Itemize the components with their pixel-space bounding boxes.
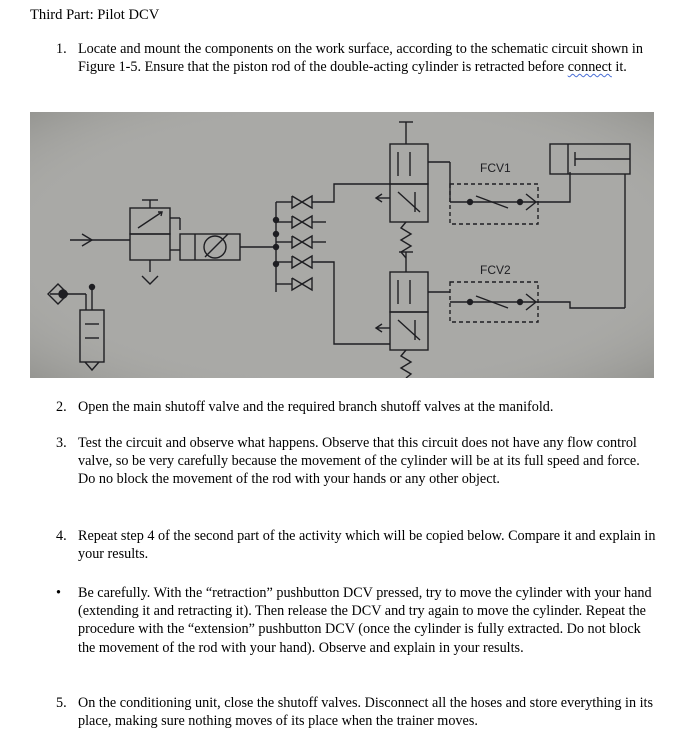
- spellcheck-flagged-word: connect: [567, 59, 612, 76]
- step-number: 2.: [56, 399, 67, 415]
- step-number: 1.: [56, 41, 67, 57]
- step-text: [78, 40, 656, 76]
- schematic-figure: [30, 112, 654, 378]
- step-text-part: Locate and mount the components on the work surface, according to the schematic circuit shown in Figure 1-5. Ensure that the piston rod of the double-acting cylinder is retracted before: [78, 41, 643, 76]
- step-text-part: it.: [611, 59, 627, 76]
- bullet-note: [56, 584, 656, 657]
- step-3: [56, 434, 656, 489]
- step-2: [56, 398, 656, 416]
- section-heading: Third Part: Pilot DCV: [30, 7, 160, 23]
- fcv1-label: FCV1: [480, 161, 511, 175]
- step-text: Test the circuit and observe what happens. Observe that this circuit does not have any flow control valve, so be very carefully because the movement of the cylinder will be at its full speed and force. Do no block the movement of the rod with your hands or any other object.: [78, 435, 640, 488]
- step-5: [56, 694, 656, 730]
- step-text: On the conditioning unit, close the shutoff valves. Disconnect all the hoses and store everything in its place, making sure nothing moves of its place when the trainer moves.: [78, 695, 654, 730]
- step-number: 5.: [56, 695, 67, 711]
- bullet-text: Be carefully. With the “retraction” pushbutton DCV pressed, try to move the cylinder with your hand (extending it and retracting it). Then release the DCV and try again to move the cylinder. Repeat the procedure with the “extension” pushbutton DCV (once the cylinder is fully extracted. Do not block the movement of the rod with your hand). Observe and explain in your results.: [78, 585, 652, 656]
- step-1: [56, 40, 656, 76]
- bullet-marker: •: [56, 585, 61, 601]
- pneumatic-circuit-diagram: [30, 112, 654, 378]
- step-text: Open the main shutoff valve and the required branch shutoff valves at the manifold.: [78, 399, 554, 415]
- step-number: 4.: [56, 528, 67, 544]
- fcv2-label: FCV2: [480, 263, 511, 277]
- step-4: [56, 527, 656, 563]
- step-number: 3.: [56, 435, 67, 451]
- step-text: Repeat step 4 of the second part of the activity which will be copied below. Compare it and explain in your results.: [78, 528, 656, 563]
